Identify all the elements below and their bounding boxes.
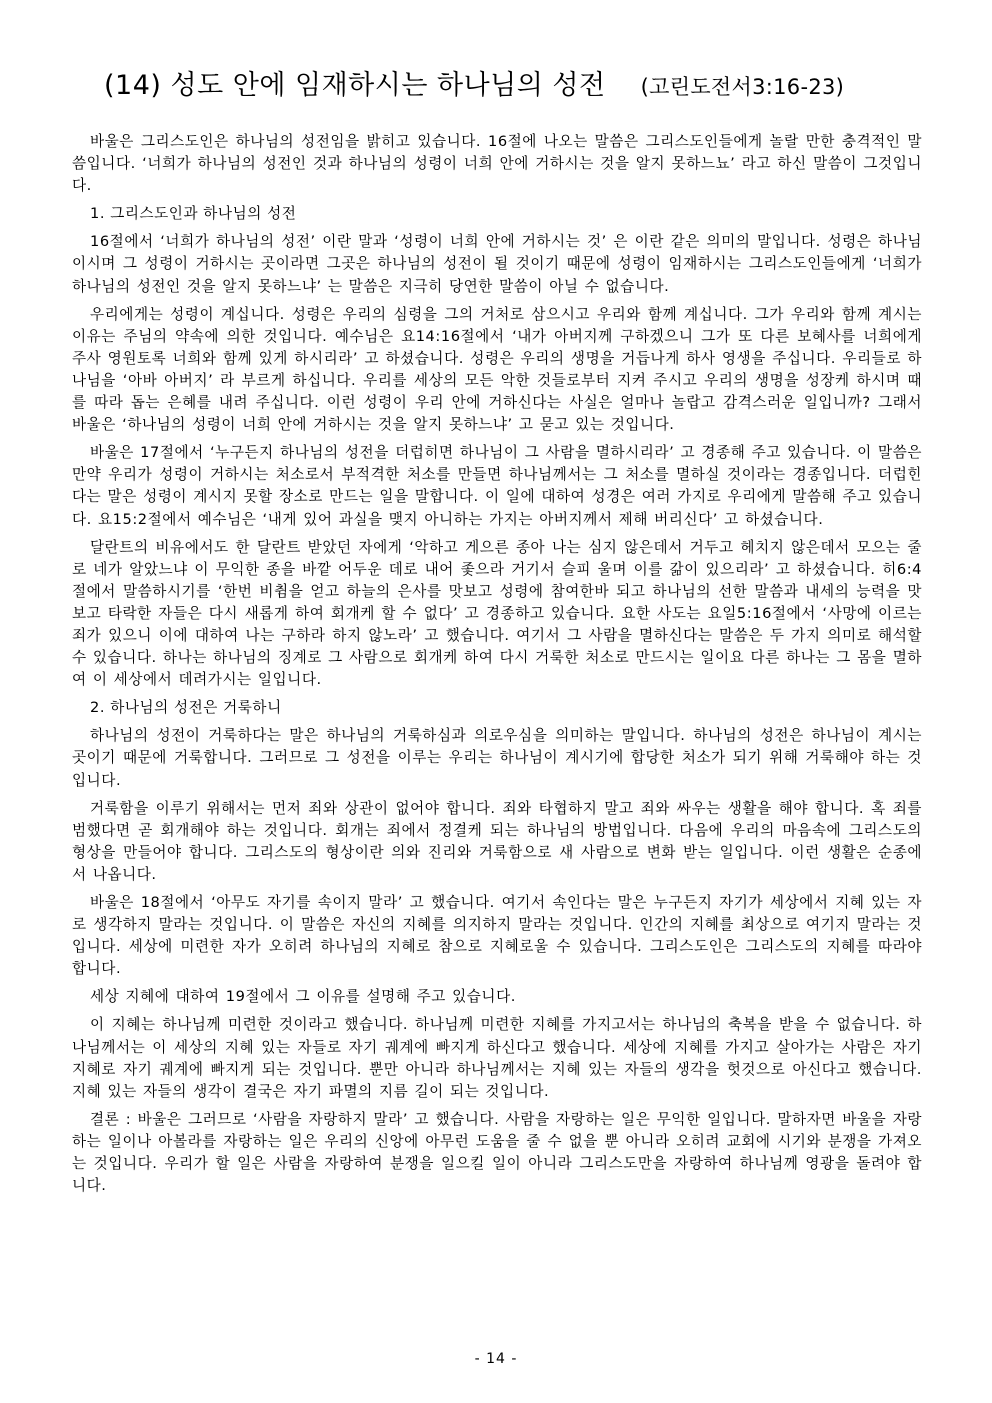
- title-row: [104, 66, 904, 106]
- body-paragraph: 이 지혜는 하나님께 미련한 것이라고 했습니다. 하나님께 미련한 지혜를 가지고서는 하나님의 축복을 받을 수 없습니다. 하나님께서는 이 세상의 지혜 있는 자들로 자기 궤계에 빠지게 하신다고 했습니다. 세상에 지혜를 가지고 살아가는 사람은 자기 지혜로 자기 궤계에 빠지게 되는 것입니다. 뿐만 아니라 하나님께서는 지혜 있는 자들의 생각을 헛것으로 아신다고 했습니다. 지혜 있는 자들의 생각이 결국은 자기 파멸의 지름 길이 되는 것입니다.: [72, 1016, 923, 1100]
- body-paragraph: 하나님의 성전이 거룩하다는 말은 하나님의 거룩하심과 의로우심을 의미하는 말입니다. 하나님의 성전은 하나님이 계시는 곳이기 때문에 거룩합니다. 그러므로 그 성전을 이루는 우리는 하나님이 계시기에 합당한 처소가 되기 위해 거룩해야 하는 것입니다.: [72, 727, 922, 789]
- body-paragraph: 거룩함을 이루기 위해서는 먼저 죄와 상관이 없어야 합니다. 죄와 타협하지 말고 죄와 싸우는 생활을 해야 합니다. 혹 죄를 범했다면 곧 회개해야 하는 것입니다. 회개는 죄에서 정결케 되는 하나님의 방법입니다. 다음에 우리의 마음속에 그리스도의 형상을 만들어야 합니다. 그리스도의 형상이란 의와 진리와 거룩함으로 새 사람으로 변화 받는 일입니다. 이런 생활은 순종에서 나옵니다.: [72, 799, 922, 883]
- body-paragraph: 바울은 18절에서 ‘아무도 자기를 속이지 말라’ 고 했습니다. 여기서 속인다는 말은 누구든지 자기가 세상에서 지혜 있는 자로 생각하지 말라는 것입니다. 이 말씀은 자신의 지혜를 의지하지 말라는 것입니다. 인간의 지혜를 최상으로 여기지 말라는 것입니다. 세상에 미련한 자가 오히려 하나님의 지혜로 참으로 지혜로울 수 있습니다. 그리스도인은 그리스도의 지혜를 따라야 합니다.: [72, 894, 922, 978]
- body-paragraph: 16절에서 ‘너희가 하나님의 성전’ 이란 말과 ‘성령이 너희 안에 거하시는 것’ 은 이란 같은 의미의 말입니다. 성령은 하나님이시며 그 성령이 거하시는 곳이라면 그곳은 하나님의 성전이 될 것이기 때문에 성령이 임재하시는 그리스도인들에게 ‘너희가 하나님의 성전인 것을 알지 못하느냐’ 는 말씀은 지극히 당연한 말씀이 아닐 수 없습니다.: [72, 233, 922, 295]
- page-title: (14) 성도 안에 임재하시는 하나님의 성전: [104, 70, 606, 101]
- body-paragraph: 우리에게는 성령이 계십니다. 성령은 우리의 심령을 그의 거처로 삼으시고 우리와 함께 계십니다. 그가 우리와 함께 계시는 이유는 주님의 약속에 의한 것입니다. 예수님은 요14:16절에서 ‘내가 아버지께 구하겠으니 그가 또 다른 보혜사를 너희에게 주사 영원토록 너희와 함께 있게 하시리라’ 고 하셨습니다. 성령은 우리의 생명을 거듭나게 하사 영생을 주십니다. 우리들로 하나님을 ‘아바 아버지’ 라 부르게 하십니다. 우리를 세상의 모든 악한 것들로부터 지켜 주시고 우리의 생명을 성장케 하시며 때를 따라 돕는 은혜를 내려 주십니다. 이런 성령이 우리 안에 거하신다는 사실은 얼마나 놀랍고 감격스러운 일입니까? 그래서 바울은 ‘하나님의 성령이 너희 안에 거하시는 것을 알지 못하느냐’ 고 묻고 있는 것입니다.: [72, 305, 922, 434]
- page-number: - 14 -: [474, 1351, 518, 1367]
- body-paragraph: 바울은 17절에서 ‘누구든지 하나님의 성전을 더럽히면 하나님이 그 사람을 멸하시리라’ 고 경종해 주고 있습니다. 이 말씀은 만약 우리가 성령이 거하시는 처소로서 부적격한 처소를 만들면 하나님께서는 그 처소를 멸하실 것이라는 경종입니다. 더럽힌다는 말은 성령이 계시지 못할 장소로 만드는 일을 말합니다. 이 일에 대하여 성경은 여러 가지로 우리에게 말씀해 주고 있습니다. 요15:2절에서 예수님은 ‘내게 있어 과실을 맺지 아니하는 가지는 아버지께서 제해 버리신다’ 고 하셨습니다.: [72, 444, 922, 528]
- intro-paragraph: 바울은 그리스도인은 하나님의 성전임을 밝히고 있습니다. 16절에 나오는 말씀은 그리스도인들에게 놀랄 만한 충격적인 말씀입니다. ‘너희가 하나님의 성전인 것과 하나님의 성령이 너희 안에 거하시는 것을 알지 못하느뇨’ 라고 하신 말씀이 그것입니다.: [72, 133, 922, 195]
- body-paragraph: 세상 지혜에 대하여 19절에서 그 이유를 설명해 주고 있습니다.: [90, 988, 516, 1006]
- conclusion-paragraph: 결론 : 바울은 그러므로 ‘사람을 자랑하지 말라’ 고 했습니다. 사람을 자랑하는 일은 무익한 일입니다. 말하자면 바울을 자랑하는 일이나 아볼라를 자랑하는 일은 우리의 신앙에 아무런 도움을 줄 수 없을 뿐 아니라 오히려 교회에 시기와 분쟁을 가져오는 것입니다. 우리가 할 일은 사람을 자랑하여 분쟁을 일으킬 일이 아니라 그리스도만을 자랑하여 하나님께 영광을 돌려야 합니다.: [72, 1110, 922, 1195]
- document-body: [72, 131, 922, 1203]
- section-heading-1: 1. 그리스도인과 하나님의 성전: [90, 205, 297, 223]
- scripture-reference: (고린도전서3:16-23): [640, 75, 845, 99]
- body-paragraph: 달란트의 비유에서도 한 달란트 받았던 자에게 ‘악하고 게으른 종아 나는 심지 않은데서 거두고 헤치지 않은데서 모으는 줄로 네가 알았느냐 이 무익한 종을 바깥 어두운 데로 내어 좇으라 거기서 슬피 울며 이를 갊이 있으리라’ 고 하셨습니다. 히6:4절에서 말씀하시기를 ‘한번 비췸을 얻고 하늘의 은사를 맛보고 성령에 참여한바 되고 하나님의 선한 말씀과 내세의 능력을 맛보고 타락한 자들은 다시 새롭게 하여 회개케 할 수 없다’ 고 경종하고 있습니다. 요한 사도는 요일5:16절에서 ‘사망에 이르는 죄가 있으니 이에 대하여 나는 구하라 하지 않노라’ 고 했습니다. 여기서 그 사람을 멸하신다는 말씀은 두 가지 의미로 해석할 수 있습니다. 하나는 하나님의 징계로 그 사람으로 회개케 하여 다시 거룩한 처소로 만드시는 일이요 다른 하나는 그 몸을 멸하여 이 세상에서 데려가시는 일입니다.: [72, 538, 922, 689]
- section-heading-2: 2. 하나님의 성전은 거룩하니: [90, 699, 282, 717]
